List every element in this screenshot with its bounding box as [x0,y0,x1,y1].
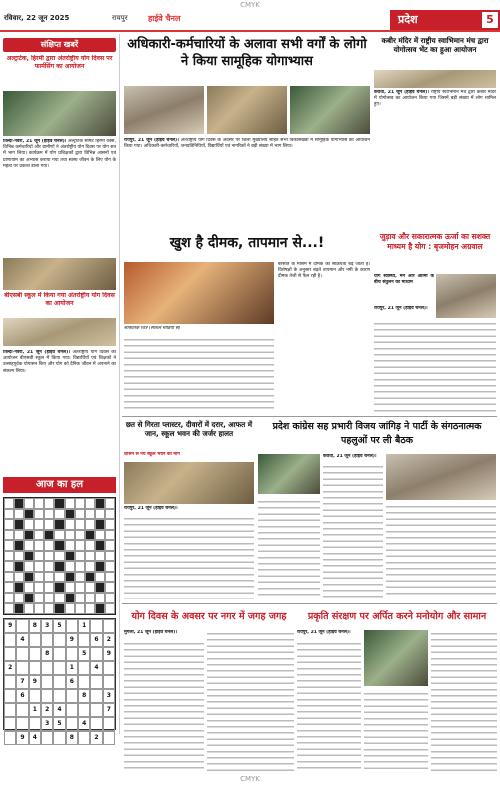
sudoku-cell: 4 [53,703,65,717]
school-dateline: रायपुर, 21 जून (हाईवे चैनल)। [124,506,178,511]
crossword-cell [105,561,115,572]
kabir-headline: कबीर मंदिर में राष्ट्रीय स्वाभिमान मंच द्वारा योगोत्सव भेंट का हुआ आयोजन [381,36,489,54]
crossword-cell [75,519,85,530]
crossword-cell [75,509,85,520]
print-color-mark-footer: CMYK [240,775,260,783]
crossword-cell [105,593,115,604]
sudoku-cell [78,633,90,647]
sudoku-cell [103,717,115,731]
crossword-cell [85,519,95,530]
section-banner [390,10,500,30]
puzzle-section-title: आज का हल [3,477,116,493]
issue-date: रविवार, 22 जून 2025 [4,14,70,22]
sudoku-cell: 1 [29,703,41,717]
brief-story1-text: अल्ट्राटेक सीमेंट हिरमी वर्क्स, विभिन्न कर्मचारियों और ग्रामीणों ने अंतर्राष्ट्रीय योग दिवस पर योग सत्र में भाग लिया। कार्यक्रम में योग प्रशिक्षकों द्वारा विभिन्न आसनों एवं प्राणायाम का अभ्यास कराया गया तथा स्वस्थ जीवन के लिए योग के महत्व पर प्रकाश डाला गया। [3,139,116,169]
crossword-cell [24,530,34,541]
sudoku-cell: 9 [66,633,78,647]
congress-body-2 [386,503,496,599]
crossword-cell [44,572,54,583]
sudoku-cell [66,689,78,703]
congress-dateline: कवर्धा, 21 जून (हाईवे चैनल)। [323,454,377,459]
sudoku-cell [16,647,28,661]
sudoku-cell [78,703,90,717]
crossword-cell [14,582,24,593]
sudoku-cell: 2 [90,731,102,745]
feature-body-lines [124,336,274,412]
sudoku-cell [29,689,41,703]
crossword-cell [14,593,24,604]
bottom-left-body-2 [207,630,294,772]
print-color-mark: CMYK [240,1,260,9]
sudoku-cell: 4 [29,731,41,745]
crossword-cell [75,540,85,551]
crossword-cell [24,509,34,520]
crossword-cell [44,519,54,530]
kabir-photo [374,70,496,88]
feature-caption: सांकेतिक चित्र (सोशल मीडिया से) [124,326,181,331]
crossword-cell [24,561,34,572]
crossword-cell [105,498,115,509]
crossword-cell [75,530,85,541]
crossword-cell [95,498,105,509]
crossword-grid [3,497,116,615]
page-number: 5 [482,12,498,28]
crossword-cell [105,603,115,614]
sudoku-cell: 4 [78,717,90,731]
crossword-cell [85,582,95,593]
crossword-cell [95,561,105,572]
crossword-cell [75,551,85,562]
crossword-cell [105,540,115,551]
sudoku-cell [66,717,78,731]
bottom-right-body-2 [364,690,428,772]
crossword-cell [4,519,14,530]
crossword-cell [54,498,64,509]
crossword-cell [95,603,105,614]
main-dateline: रायपुर, 21 जून (हाईवे चैनल)। [124,138,179,143]
sudoku-cell [4,731,16,745]
crossword-cell [14,572,24,583]
yoga-dateline: रायपुर, 21 जून (हाईवे चैनल)। [374,306,428,311]
bottom-right-dateline: रायपुर, 21 जून (हाईवे चैनल)। [297,630,351,635]
brief-story2-body [3,350,116,470]
crossword-cell [105,519,115,530]
yoga-photo [436,274,496,318]
sudoku-cell: 2 [41,703,53,717]
crossword-cell [14,519,24,530]
crossword-cell [44,540,54,551]
yoga-body [374,320,496,412]
sudoku-cell [90,703,102,717]
sudoku-cell [4,689,16,703]
sudoku-cell [29,717,41,731]
bottom-right-headline: प्रकृति संरक्षण पर अर्पित करने मनोयोग और सामान [307,611,487,622]
crossword-cell [54,582,64,593]
sudoku-cell: 5 [53,619,65,633]
crossword-cell [95,551,105,562]
sudoku-cell: 8 [66,731,78,745]
sudoku-cell: 7 [16,675,28,689]
sudoku-cell [66,619,78,633]
main-photo-3 [290,86,370,134]
crossword-cell [34,530,44,541]
crossword-cell [14,603,24,614]
crossword-cell [4,498,14,509]
sudoku-cell [4,703,16,717]
brief-story2-text: अंतर्राष्ट्रीय योग दिवस का आयोजन बीएसबी स्कूल में किया गया। विद्यार्थियों एवं शिक्षकों ने उत्साहपूर्वक योगासन किए और योग को दैनिक जीवन में अपनाने का संकल्प लिया। [3,350,116,374]
crossword-cell [95,593,105,604]
crossword-cell [105,509,115,520]
section-divider-2 [122,603,497,604]
sudoku-cell: 1 [66,661,78,675]
crossword-cell [44,582,54,593]
crossword-cell [95,582,105,593]
school-body [124,515,254,599]
crossword-cell [54,519,64,530]
crossword-cell [24,582,34,593]
crossword-cell [24,519,34,530]
feature-headline: खुश है दीमक, तापमान से...! [169,235,325,251]
sudoku-cell [90,647,102,661]
sudoku-cell [53,661,65,675]
sudoku-cell: 5 [78,647,90,661]
sudoku-cell [53,633,65,647]
main-body-text: अंतर्राष्ट्रीय योग दिवस के अवसर पर जिला मुख्यालय सहित सभी विकासखंडों में सामूहिक योगाभ्यास का आयोजन किया गया। अधिकारी-कर्मचारियों, जनप्रतिनिधियों, विद्यार्थियों एवं नागरिकों ने बड़ी संख्या में भाग लिया। [124,138,370,150]
sudoku-cell [66,703,78,717]
crossword-cell [54,551,64,562]
crossword-cell [85,603,95,614]
crossword-cell [54,540,64,551]
feature-body: बरसात के मौसम में दीमक की सक्रियता बढ़ जाती है। विशेषज्ञों के अनुसार बढ़ते तापमान और नमी के कारण दीमक तेजी से फैल रही है। [278,262,370,280]
sudoku-cell [16,619,28,633]
congress-headline: प्रदेश कांग्रेस सह प्रभारी विजय जांगिड़ ने पार्टी के संगठनात्मक पहलुओं पर ली बैठक [272,421,482,446]
sudoku-cell [78,731,90,745]
crossword-cell [14,551,24,562]
main-photo-2 [207,86,287,134]
crossword-cell [34,509,44,520]
crossword-cell [85,551,95,562]
brief-news-box-title: संक्षिप्त खबरें [3,38,116,52]
sudoku-cell: 5 [53,717,65,731]
paper-name: हाईवे चैनल [148,14,181,23]
sudoku-cell: 2 [4,661,16,675]
crossword-cell [44,603,54,614]
crossword-cell [44,498,54,509]
sudoku-cell [4,675,16,689]
crossword-cell [85,540,95,551]
crossword-cell [65,551,75,562]
column-divider [119,34,120,734]
crossword-cell [65,603,75,614]
yoga-headline: जुड़ाव और सकारात्मक ऊर्जा का सशक्त माध्यम है योग : बृजमोहन अग्रवाल [379,232,491,251]
sudoku-cell [103,619,115,633]
congress-photo-2 [386,454,496,500]
crossword-cell [75,572,85,583]
sudoku-cell [16,703,28,717]
sudoku-cell [41,731,53,745]
crossword-cell [4,530,14,541]
crossword-cell [4,561,14,572]
sudoku-cell [53,647,65,661]
bottom-left-dateline: मुंगेली, 21 जून (हाईवे चैनल)। [124,630,178,635]
main-photo-1 [124,86,204,134]
sudoku-cell: 3 [103,689,115,703]
crossword-cell [34,603,44,614]
bottom-right-photo [364,630,428,686]
sudoku-cell [41,689,53,703]
sudoku-cell: 3 [41,717,53,731]
crossword-cell [24,572,34,583]
brief-story2-photo-2 [3,318,116,346]
sudoku-cell [4,647,16,661]
crossword-cell [85,593,95,604]
sudoku-cell [103,675,115,689]
brief-story2-headline: बीएसबी स्कूल में किया गया अंतर्राष्ट्रीय योग दिवस का आयोजन [4,292,115,307]
crossword-cell [24,603,34,614]
sudoku-cell: 4 [90,661,102,675]
yoga-subhead: योग स्वास्थ्य, मन और आत्मा के बीच संतुलन का माध्यम [374,274,434,286]
crossword-cell [75,603,85,614]
crossword-cell [105,530,115,541]
sudoku-cell: 7 [103,703,115,717]
sudoku-cell [16,661,28,675]
bottom-left-body [124,640,204,772]
sudoku-cell [53,731,65,745]
crossword-cell [44,530,54,541]
crossword-cell [54,603,64,614]
sudoku-cell [53,675,65,689]
sudoku-cell [41,661,53,675]
crossword-cell [65,582,75,593]
sudoku-cell: 6 [66,675,78,689]
sudoku-cell [29,647,41,661]
sudoku-cell [78,675,90,689]
crossword-cell [65,572,75,583]
brief-story1-body [3,139,116,257]
sudoku-cell: 9 [103,647,115,661]
brief-story1-headline: अल्ट्राटेक, हिरमी द्वारा अंतर्राष्ट्रीय योग दिवस पर फार्मसिंग का आयोजन [6,55,113,70]
congress-photo-1 [258,454,320,494]
sudoku-cell [29,633,41,647]
sudoku-cell [90,717,102,731]
crossword-cell [4,551,14,562]
sudoku-cell: 8 [78,689,90,703]
crossword-cell [65,540,75,551]
crossword-cell [95,572,105,583]
brief-story2-photo [3,258,116,290]
crossword-cell [14,498,24,509]
kabir-body-text: राष्ट्रीय स्वाभिमान मंच द्वारा कबीर मंदिर में योगोत्सव का आयोजन किया गया जिसमें बड़ी संख्या में लोग शामिल हुए। [374,90,496,108]
sudoku-cell: 4 [16,633,28,647]
crossword-cell [4,540,14,551]
school-subhead: शासन से नये स्कूल भवन की मांग [124,452,180,457]
crossword-cell [4,582,14,593]
main-body [124,138,370,224]
bottom-right-body-3 [431,630,497,772]
section-title: प्रदेश [398,13,418,26]
section-divider [122,416,497,417]
crossword-cell [4,593,14,604]
crossword-cell [14,540,24,551]
crossword-cell [14,509,24,520]
sudoku-cell [53,689,65,703]
crossword-cell [95,509,105,520]
crossword-cell [44,551,54,562]
crossword-cell [14,561,24,572]
crossword-cell [65,498,75,509]
sudoku-cell: 8 [29,619,41,633]
crossword-cell [34,540,44,551]
brief-story1-photo [3,91,116,136]
crossword-cell [34,519,44,530]
sudoku-cell [29,661,41,675]
crossword-cell [85,498,95,509]
crossword-cell [44,509,54,520]
crossword-cell [65,530,75,541]
school-photo [124,462,254,504]
crossword-cell [4,603,14,614]
main-headline: अधिकारी-कर्मचारियों के अलावा सभी वर्गों के लोगो ने किया सामूहिक योगाभ्यास [127,37,367,69]
crossword-cell [85,561,95,572]
crossword-cell [34,582,44,593]
crossword-cell [34,593,44,604]
congress-body-3 [258,498,320,599]
crossword-cell [34,572,44,583]
crossword-cell [75,593,85,604]
brief-story1-dateline: तिल्दा-नेवरा, 21 जून (हाईवे चैनल)। [3,139,67,144]
sudoku-grid [3,618,116,741]
sudoku-cell: 2 [103,633,115,647]
school-headline: छत से गिरता प्लास्टर, दीवारों में दरार, आफत में जान, स्कूल भवन की जर्जर हालत [125,420,253,439]
sudoku-cell [41,675,53,689]
crossword-cell [95,540,105,551]
crossword-cell [54,530,64,541]
crossword-cell [54,561,64,572]
crossword-cell [65,519,75,530]
crossword-cell [85,572,95,583]
crossword-cell [4,572,14,583]
sudoku-cell [4,717,16,731]
crossword-cell [75,498,85,509]
crossword-cell [34,498,44,509]
crossword-cell [105,551,115,562]
sudoku-cell: 6 [16,689,28,703]
crossword-cell [75,582,85,593]
crossword-cell [65,561,75,572]
brief-story2-dateline: तिल्दा-नेवरा, 21 जून (हाईवे चैनल)। [3,350,70,355]
sudoku-cell: 6 [90,633,102,647]
sudoku-cell [41,633,53,647]
crossword-cell [75,561,85,572]
sudoku-cell [16,717,28,731]
crossword-cell [44,561,54,572]
crossword-cell [54,509,64,520]
sudoku-cell: 1 [78,619,90,633]
congress-body-1 [323,463,383,599]
sudoku-cell [78,661,90,675]
crossword-cell [65,509,75,520]
bottom-right-body [297,640,361,772]
sudoku-cell [90,689,102,703]
crossword-cell [24,540,34,551]
sudoku-cell [103,661,115,675]
crossword-cell [34,551,44,562]
crossword-cell [24,593,34,604]
crossword-cell [54,572,64,583]
crossword-cell [105,572,115,583]
crossword-cell [44,593,54,604]
sudoku-cell: 9 [16,731,28,745]
crossword-cell [14,530,24,541]
crossword-cell [34,561,44,572]
sudoku-cell [4,633,16,647]
crossword-cell [95,519,105,530]
bottom-left-headline: योग दिवस के अवसर पर नगर में जगह जगह [131,611,287,622]
crossword-cell [95,530,105,541]
sudoku-cell: 9 [29,675,41,689]
crossword-cell [4,509,14,520]
sudoku-cell [103,731,115,745]
sudoku-cell [66,647,78,661]
crossword-cell [54,593,64,604]
sudoku-cell: 9 [4,619,16,633]
sudoku-cell: 3 [41,619,53,633]
crossword-cell [24,498,34,509]
feature-photo [124,262,274,324]
edition-city: रायपुर [112,14,128,22]
crossword-cell [105,582,115,593]
sudoku-cell: 8 [41,647,53,661]
crossword-cell [85,509,95,520]
kabir-dateline: कवर्धा, 21 जून (हाईवे चैनल)। [374,90,429,95]
sudoku-cell [90,619,102,633]
sudoku-cell [90,675,102,689]
crossword-cell [24,551,34,562]
crossword-cell [65,593,75,604]
masthead [0,10,500,32]
kabir-body [374,90,496,230]
crossword-cell [85,530,95,541]
